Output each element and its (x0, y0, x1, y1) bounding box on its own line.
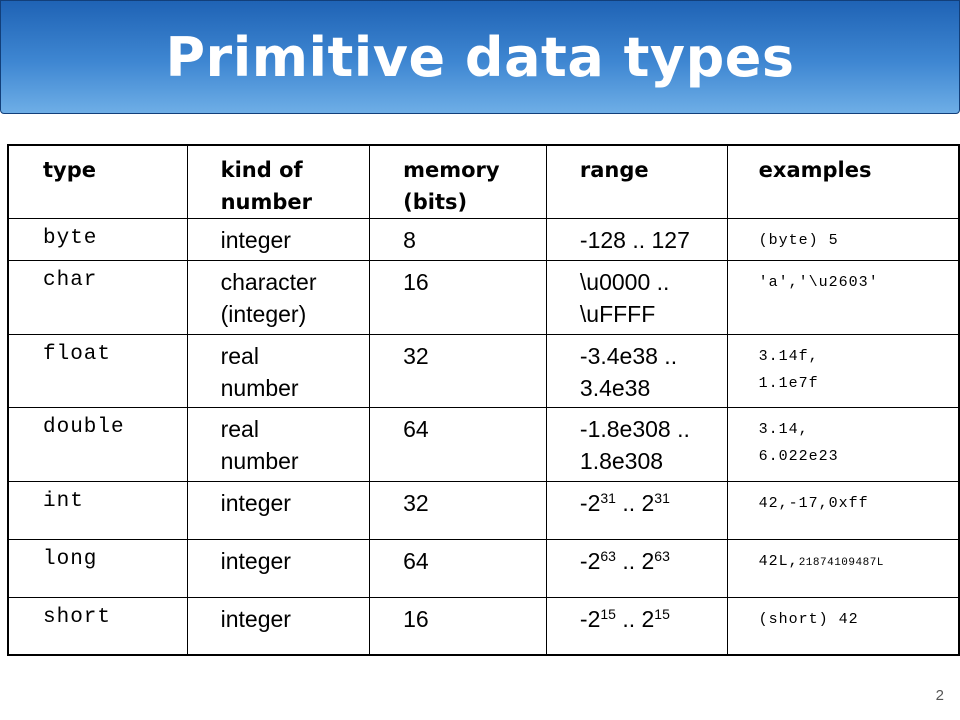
range-cell (546, 540, 727, 598)
bits-cell (370, 408, 547, 482)
examples-cell (727, 408, 959, 482)
table-row (8, 219, 959, 261)
range-base-a: -2 (579, 490, 601, 516)
kind-text-line2: number (220, 448, 299, 474)
kind-text-line2: number (220, 375, 299, 401)
type-cell (8, 219, 187, 261)
examples-cell (727, 482, 959, 540)
range-cell (546, 408, 727, 482)
header-type-label: type (43, 158, 97, 182)
bits-cell (370, 482, 547, 540)
header-kind (187, 145, 370, 219)
bits-cell (370, 261, 547, 335)
bits-cell (370, 335, 547, 408)
header-kind-line2: number (220, 190, 313, 214)
example-text-line1: 3.14f, (758, 348, 819, 365)
example-text-line1: 3.14, (758, 421, 809, 438)
range-text-line2: \uFFFF (579, 301, 656, 327)
range-text (580, 598, 727, 635)
example-text: 'a','\u2603' (758, 274, 879, 291)
type-cell (8, 408, 187, 482)
kind-text-line1: real (220, 343, 259, 369)
header-range-label: range (579, 158, 649, 182)
page-number: 2 (935, 687, 944, 704)
type-name: int (43, 490, 84, 513)
kind-text: integer (220, 490, 291, 516)
range-text-line1: \u0000 .. (579, 269, 670, 295)
range-base-a: -2 (579, 606, 601, 632)
example-text: 42,-17,0xff (758, 495, 869, 512)
kind-text: integer (220, 548, 291, 574)
primitive-types-table (7, 144, 960, 656)
bits-cell (370, 219, 547, 261)
example-text: (byte) 5 (758, 232, 839, 249)
range-exponent-a: 63 (600, 548, 616, 564)
examples-cell (727, 261, 959, 335)
header-examples-label: examples (758, 158, 872, 182)
table-row (8, 540, 959, 598)
example-text-small: 21874109487L (798, 557, 884, 569)
bits-cell (370, 598, 547, 655)
range-base-b: 2 (641, 606, 655, 632)
header-kind-line1: kind of (220, 158, 303, 182)
range-base-b: 2 (641, 548, 655, 574)
range-exponent-a: 31 (600, 490, 616, 506)
header-memory (370, 145, 547, 219)
bits-text: 32 (403, 490, 429, 516)
table-row (8, 598, 959, 655)
range-cell (546, 335, 727, 408)
type-name: double (43, 416, 125, 439)
bits-text: 8 (403, 227, 416, 253)
kind-cell (187, 598, 370, 655)
range-base-a: -2 (579, 548, 601, 574)
example-text-line2: 6.022e23 (758, 448, 839, 465)
table-row (8, 335, 959, 408)
kind-cell (187, 482, 370, 540)
type-name: short (43, 606, 112, 629)
example-text-main: 42L, (758, 553, 799, 570)
bits-text: 16 (403, 269, 429, 295)
kind-text: integer (220, 227, 291, 253)
bits-cell (370, 540, 547, 598)
header-examples (727, 145, 959, 219)
header-memory-line1: memory (403, 158, 500, 182)
bits-text: 64 (403, 416, 429, 442)
range-text-line1: -3.4e38 .. (579, 343, 678, 369)
range-text: -128 .. 127 (579, 227, 690, 253)
range-exponent-b: 31 (654, 490, 670, 506)
example-text (759, 540, 958, 577)
type-cell (8, 335, 187, 408)
range-cell (546, 219, 727, 261)
examples-cell (727, 540, 959, 598)
kind-cell (187, 335, 370, 408)
kind-text: integer (220, 606, 291, 632)
example-text: (short) 42 (758, 611, 859, 628)
type-name: char (43, 269, 98, 292)
table-header-row (8, 145, 959, 219)
range-separator: .. (615, 548, 642, 574)
kind-text-line2: (integer) (220, 301, 307, 327)
kind-cell (187, 408, 370, 482)
type-cell (8, 482, 187, 540)
header-memory-line2: (bits) (403, 190, 468, 214)
page-title: Primitive data types (165, 25, 795, 89)
range-cell (546, 598, 727, 655)
range-text-line2: 3.4e38 (579, 375, 651, 401)
bits-text: 64 (403, 548, 429, 574)
examples-cell (727, 598, 959, 655)
range-exponent-b: 15 (654, 606, 670, 622)
examples-cell (727, 335, 959, 408)
range-text (580, 482, 727, 519)
kind-cell (187, 261, 370, 335)
kind-text-line1: character (220, 269, 317, 295)
kind-cell (187, 219, 370, 261)
range-cell (546, 261, 727, 335)
header-type (8, 145, 187, 219)
range-exponent-b: 63 (654, 548, 670, 564)
type-name: byte (43, 227, 98, 250)
range-separator: .. (615, 606, 642, 632)
type-name: float (43, 343, 112, 366)
examples-cell (727, 219, 959, 261)
range-separator: .. (615, 490, 642, 516)
kind-text-line1: real (220, 416, 259, 442)
example-text-line2: 1.1e7f (758, 375, 819, 392)
title-banner (0, 0, 960, 114)
table-row (8, 482, 959, 540)
range-cell (546, 482, 727, 540)
type-name: long (43, 548, 98, 571)
bits-text: 16 (403, 606, 429, 632)
type-cell (8, 598, 187, 655)
bits-text: 32 (403, 343, 429, 369)
range-exponent-a: 15 (600, 606, 616, 622)
range-base-b: 2 (641, 490, 655, 516)
range-text (580, 540, 727, 577)
table-row (8, 261, 959, 335)
kind-cell (187, 540, 370, 598)
range-text-line1: -1.8e308 .. (579, 416, 690, 442)
table-row (8, 408, 959, 482)
header-range (546, 145, 727, 219)
type-cell (8, 540, 187, 598)
range-text-line2: 1.8e308 (579, 448, 664, 474)
type-cell (8, 261, 187, 335)
